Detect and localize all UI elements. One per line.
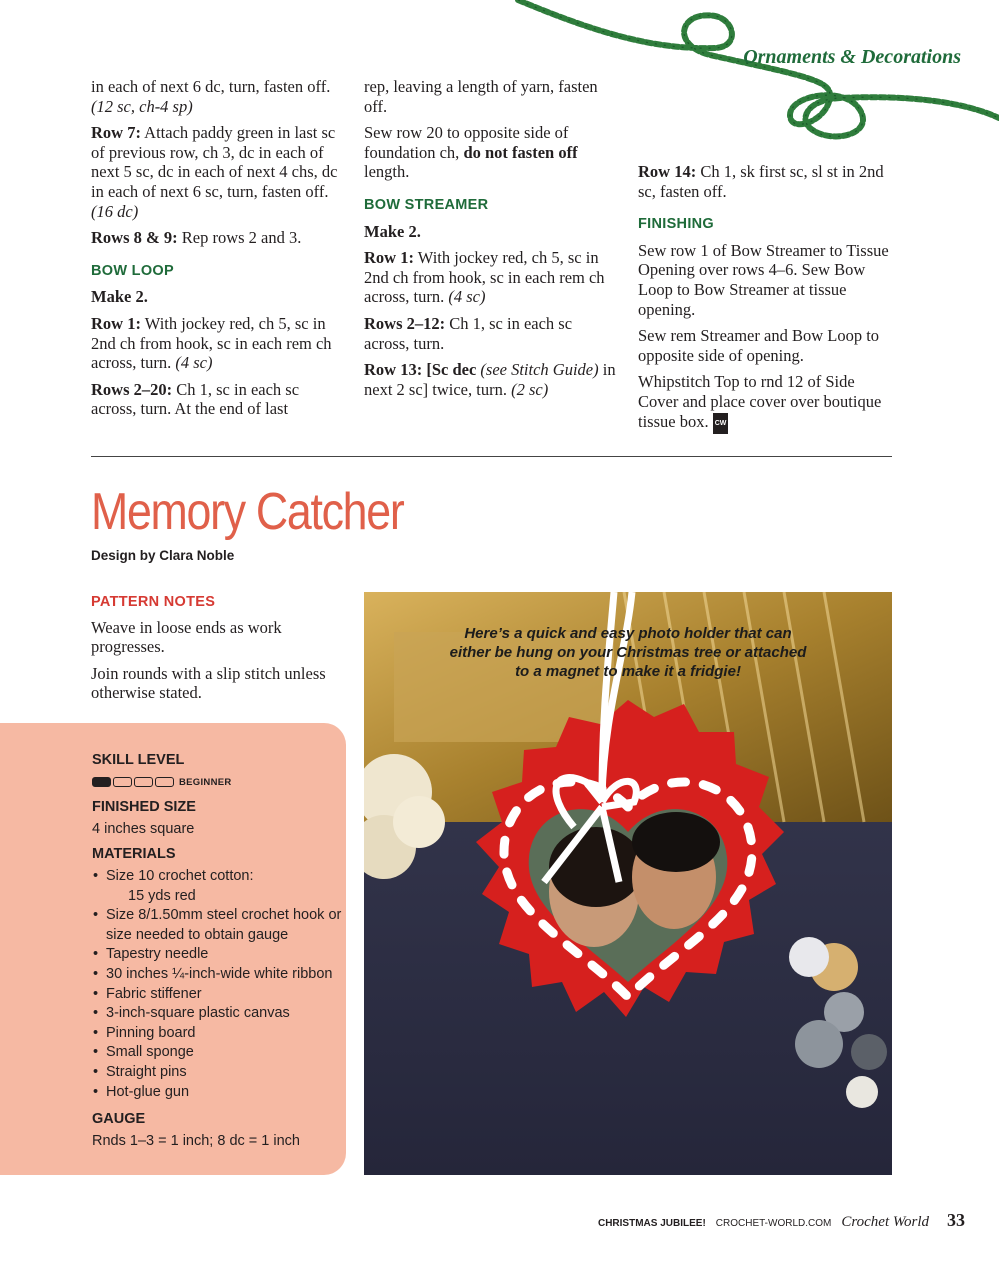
finishing-step-2: Sew rem Streamer and Bow Loop to opposite side of opening. xyxy=(638,326,880,365)
material-item: • Fabric stiffener xyxy=(92,985,342,1005)
skill-box-1 xyxy=(92,777,111,787)
page-number: 33 xyxy=(947,1210,965,1230)
column-2 xyxy=(364,77,619,406)
end-mark-icon: CW xyxy=(713,413,729,435)
skill-box-3 xyxy=(134,777,153,787)
footer-magazine: Crochet World xyxy=(841,1214,929,1230)
bow-loop-row-1: Row 1: With jockey red, ch 5, sc in 2nd ch from hook, sc in each rem ch across, turn. (4 sc) xyxy=(91,313,332,373)
page-footer xyxy=(598,1210,965,1231)
material-item: • Size 8/1.50mm steel crochet hook or size needed to obtain gauge xyxy=(92,906,342,945)
material-subitem: 15 yds red xyxy=(128,887,196,904)
info-box-content xyxy=(92,745,342,1151)
skill-level-meter xyxy=(92,773,342,793)
bow-loop-heading: BOW LOOP xyxy=(91,262,174,279)
sew-instruction: Sew row 20 to opposite side of foundation ch, do not fasten off length. xyxy=(364,123,578,182)
streamer-row-1: Row 1: With jockey red, ch 5, sc in 2nd ch from hook, sc in each rem ch across, turn. (4 sc) xyxy=(364,248,605,307)
footer-site: CROCHET-WORLD.COM xyxy=(715,1218,832,1229)
column-1 xyxy=(91,77,346,426)
photo-caption: Here’s a quick and easy photo holder that can either be hung on your Christmas tree or attached to a magnet to make it a fridgie! xyxy=(449,625,807,680)
continuation-text: rep, leaving a length of yarn, fasten off. xyxy=(364,77,598,116)
note-2: Join rounds with a slip stitch unless otherwise stated. xyxy=(91,663,326,703)
designer-credit: Design by Clara Noble xyxy=(91,548,235,563)
material-item: • Tapestry needle xyxy=(92,945,342,965)
row-7: Row 7: Attach paddy green in last sc of previous row, ch 3, dc in each of next 5 sc, dc in each of next 4 chs, dc in each of next 6 sc, turn, fasten off. (16 dc) xyxy=(91,123,338,221)
skill-level-heading: SKILL LEVEL xyxy=(92,752,185,768)
materials-list xyxy=(92,867,342,1102)
footer-issue: CHRISTMAS JUBILEE! xyxy=(597,1218,706,1229)
material-item: • 30 inches ¼-inch-wide white ribbon xyxy=(92,965,342,985)
material-item: • Size 10 crochet cotton: xyxy=(92,867,342,887)
bow-streamer-heading: BOW STREAMER xyxy=(364,196,489,213)
finished-size: 4 inches square xyxy=(92,820,195,837)
note-1: Weave in loose ends as work progresses. xyxy=(91,617,282,657)
pattern-title: Memory Catcher xyxy=(91,483,404,541)
pattern-notes xyxy=(91,593,346,710)
project-photo xyxy=(364,592,892,1175)
streamer-row-14: Row 14: Ch 1, sk first sc, sl st in 2nd sc, fasten off. xyxy=(638,162,884,201)
streamer-rows-2-12: Rows 2–12: Ch 1, sc in each sc across, turn. xyxy=(364,313,573,353)
rows-8-9: Rows 8 & 9: Rep rows 2 and 3. xyxy=(91,228,302,248)
materials-heading: MATERIALS xyxy=(92,846,176,863)
streamer-row-13: Row 13: [Sc dec (see Stitch Guide) in next 2 sc] twice, turn. (2 sc) xyxy=(364,360,616,399)
finishing-step-1: Sew row 1 of Bow Streamer to Tissue Opening over rows 4–6. Sew Bow Loop to Bow Streamer at tissue opening. xyxy=(638,240,889,319)
bow-loop-rows-2-20: Rows 2–20: Ch 1, sc in each sc across, turn. At the end of last xyxy=(91,379,300,419)
make-2: Make 2. xyxy=(364,221,421,241)
finishing-heading: FINISHING xyxy=(638,216,715,233)
skill-box-2 xyxy=(113,777,132,787)
material-item: • Straight pins xyxy=(92,1063,342,1083)
section-label: Ornaments & Decorations xyxy=(743,46,961,68)
material-item: • Hot-glue gun xyxy=(92,1083,342,1103)
pattern-notes-heading: PATTERN NOTES xyxy=(91,594,216,610)
material-item: • Small sponge xyxy=(92,1043,342,1063)
continuation-text: in each of next 6 dc, turn, fasten off. (12 sc, ch-4 sp) xyxy=(91,77,331,116)
skill-level-text: BEGINNER xyxy=(179,776,232,788)
skill-box-4 xyxy=(155,777,174,787)
column-3 xyxy=(638,162,896,441)
gauge-heading: GAUGE xyxy=(92,1111,146,1128)
finishing-step-3: Whipstitch Top to rnd 12 of Side Cover and place cover over boutique tissue box. CW xyxy=(638,372,896,434)
make-2: Make 2. xyxy=(91,287,148,307)
gauge-text: Rnds 1–3 = 1 inch; 8 dc = 1 inch xyxy=(92,1132,300,1149)
material-item: • 3-inch-square plastic canvas xyxy=(92,1004,342,1024)
finished-size-heading: FINISHED SIZE xyxy=(92,799,196,816)
section-divider xyxy=(91,456,892,457)
material-item: • Pinning board xyxy=(92,1024,342,1044)
